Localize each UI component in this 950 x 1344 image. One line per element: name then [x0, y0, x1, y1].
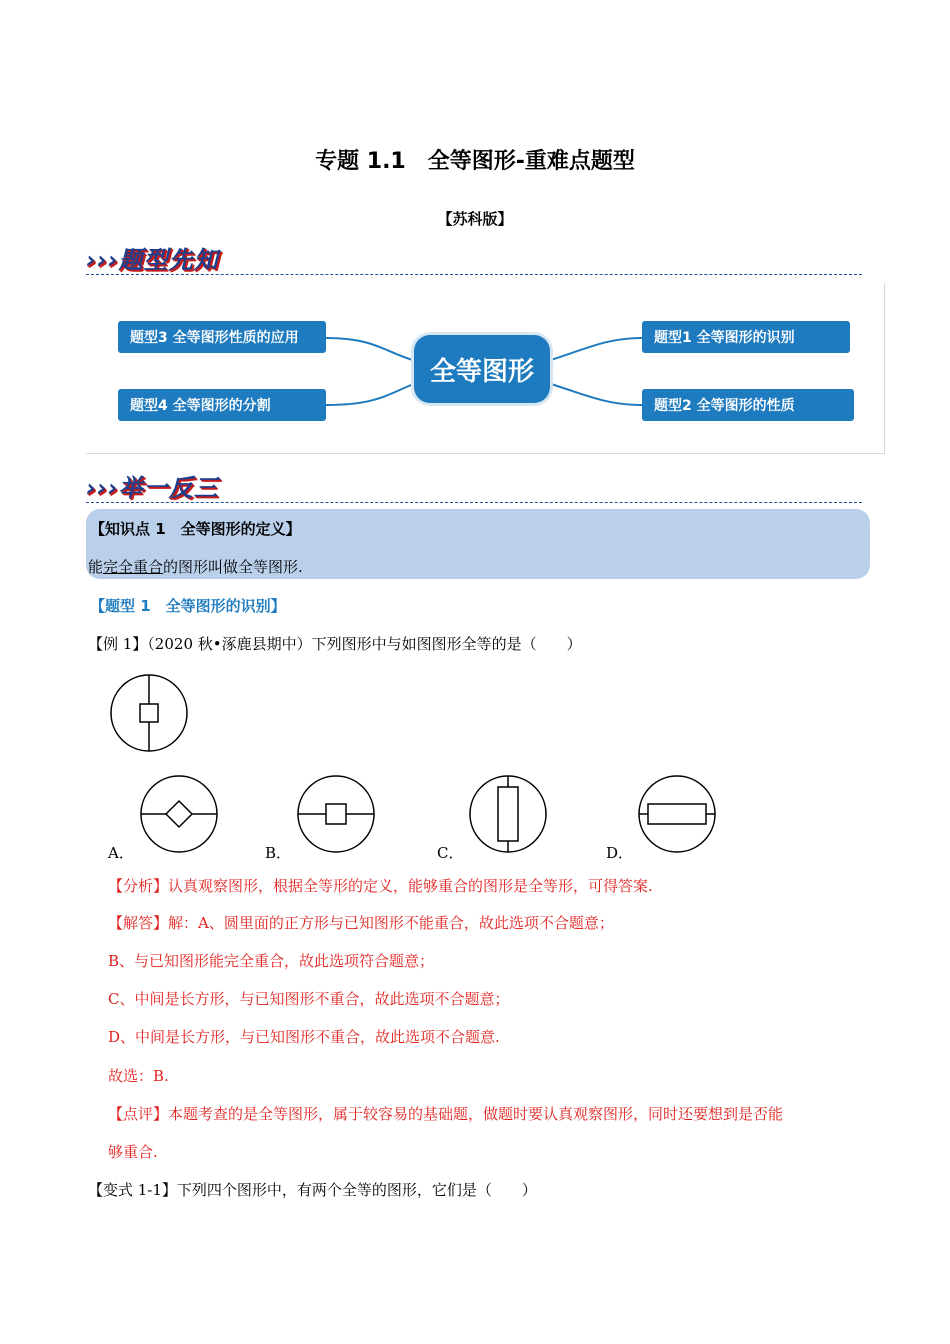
- option-d-figure: [634, 771, 720, 857]
- option-b-label: B．: [265, 844, 292, 862]
- mindmap-node-type2: 题型2 全等图形的性质: [642, 389, 854, 421]
- divider: [86, 502, 862, 503]
- option-a-label: A．: [108, 844, 134, 862]
- solution-line-3: C、中间是长方形，与已知图形不重合，故此选项不合题意；: [108, 990, 510, 1008]
- analysis-text: 【分析】认真观察图形，根据全等形的定义，能够重合的图形是全等形，可得答案.: [108, 877, 653, 895]
- option-d-label: D．: [606, 844, 634, 862]
- banner-type-preview: ›››题型先知: [86, 246, 219, 274]
- solution-line-1: 【解答】解：A、圆里面的正方形与已知图形不能重合，故此选项不合题意；: [108, 914, 614, 932]
- divider: [86, 274, 862, 275]
- mindmap-node-type3: 题型3 全等图形性质的应用: [118, 321, 326, 353]
- solution-line-2: B、与已知图形能完全重合，故此选项符合题意；: [108, 952, 435, 970]
- reference-figure: [106, 670, 192, 756]
- edition-label: 【苏科版】: [437, 210, 513, 228]
- type1-title: 【题型 1 全等图形的识别】: [90, 597, 286, 615]
- variant-1-1-question: 【变式 1-1】下列四个图形中，有两个全等的图形，它们是（ ）: [88, 1181, 537, 1199]
- mindmap-node-type1: 题型1 全等图形的识别: [642, 321, 850, 353]
- solution-line-4: D、中间是长方形，与已知图形不重合，故此选项不合题意.: [108, 1028, 500, 1046]
- knowledge-title: 【知识点 1 全等图形的定义】: [90, 520, 301, 538]
- mindmap-node-type4: 题型4 全等图形的分割: [118, 389, 326, 421]
- option-c-figure: [465, 771, 551, 857]
- option-b-figure: [293, 771, 379, 857]
- option-c-label: C．: [437, 844, 464, 862]
- page-title: 专题 1.1 全等图形-重难点题型: [315, 149, 635, 174]
- comment-line-1: 【点评】本题考查的是全等图形，属于较容易的基础题，做题时要认真观察图形，同时还要想到是否能: [108, 1105, 784, 1123]
- example1-question: 【例 1】（2020 秋•涿鹿县期中）下列图形中与如图图形全等的是（ ）: [88, 635, 582, 653]
- mindmap-center: 全等图形: [414, 335, 550, 403]
- option-a-figure: [136, 771, 222, 857]
- mind-map: [86, 283, 885, 454]
- knowledge-body: 能完全重合的图形叫做全等图形.: [88, 558, 303, 576]
- comment-line-2: 够重合.: [108, 1143, 158, 1161]
- answer-text: 故选：B.: [108, 1067, 169, 1085]
- banner-examples: ›››举一反三: [86, 474, 219, 502]
